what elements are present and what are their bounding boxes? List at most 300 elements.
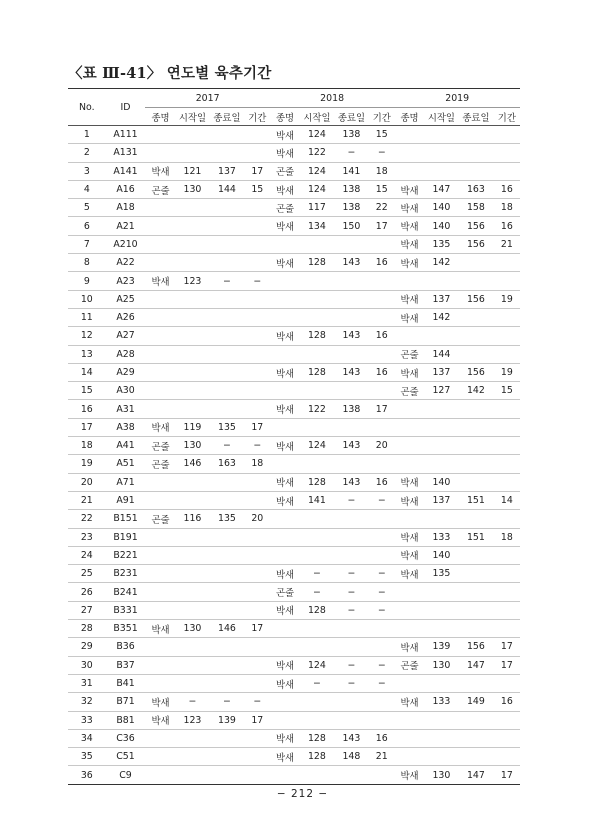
cell-period-2019 <box>494 144 520 162</box>
cell-period-2019 <box>494 473 520 491</box>
cell-start-2018: − <box>300 565 333 583</box>
cell-species-2019 <box>394 455 424 473</box>
cell-period-2017 <box>245 363 270 381</box>
cell-period-2018 <box>369 638 394 656</box>
cell-start-2017: 119 <box>176 418 209 436</box>
table-row <box>68 583 520 601</box>
sub-header-2019-end-day: 종료일 <box>458 108 494 126</box>
cell-species-2018 <box>270 418 300 436</box>
cell-species-2017 <box>145 638 175 656</box>
cell-id: A27 <box>106 327 146 345</box>
cell-id: B151 <box>106 510 146 528</box>
cell-species-2018 <box>270 693 300 711</box>
cell-end-2019 <box>458 473 494 491</box>
cell-start-2019: 144 <box>425 345 458 363</box>
cell-species-2017 <box>145 254 175 272</box>
cell-end-2019 <box>458 437 494 455</box>
cell-end-2019: 156 <box>458 290 494 308</box>
cell-period-2017 <box>245 583 270 601</box>
cell-period-2017: 17 <box>245 162 270 180</box>
cell-id: C51 <box>106 748 146 766</box>
cell-start-2018: − <box>300 674 333 692</box>
cell-period-2019 <box>494 674 520 692</box>
cell-start-2019 <box>425 729 458 747</box>
cell-period-2017: 18 <box>245 455 270 473</box>
cell-no: 34 <box>68 729 106 747</box>
table-row <box>68 601 520 619</box>
cell-start-2019 <box>425 327 458 345</box>
cell-species-2018: 박새 <box>270 126 300 144</box>
cell-species-2018: 박새 <box>270 748 300 766</box>
cell-start-2017 <box>176 729 209 747</box>
cell-start-2019 <box>425 162 458 180</box>
cell-period-2018: 16 <box>369 327 394 345</box>
cell-end-2018 <box>334 510 370 528</box>
cell-start-2017 <box>176 217 209 235</box>
sub-header-2017-species: 종명 <box>145 108 175 126</box>
cell-end-2018 <box>334 272 370 290</box>
cell-no: 32 <box>68 693 106 711</box>
cell-id: C9 <box>106 766 146 784</box>
sub-header-2017-period: 기간 <box>245 108 270 126</box>
cell-period-2018 <box>369 455 394 473</box>
cell-end-2019 <box>458 345 494 363</box>
cell-end-2018: − <box>334 565 370 583</box>
cell-period-2019 <box>494 254 520 272</box>
cell-no: 2 <box>68 144 106 162</box>
cell-species-2017 <box>145 601 175 619</box>
cell-period-2019 <box>494 601 520 619</box>
cell-species-2019 <box>394 729 424 747</box>
cell-end-2018 <box>334 766 370 784</box>
cell-end-2019: 147 <box>458 656 494 674</box>
cell-start-2019: 139 <box>425 638 458 656</box>
cell-id: A26 <box>106 308 146 326</box>
cell-end-2019: 149 <box>458 693 494 711</box>
cell-period-2018: − <box>369 674 394 692</box>
cell-species-2018 <box>270 455 300 473</box>
cell-end-2017: 135 <box>209 510 245 528</box>
cell-period-2017: − <box>245 693 270 711</box>
cell-start-2019: 130 <box>425 656 458 674</box>
cell-start-2018: 124 <box>300 656 333 674</box>
cell-id: A30 <box>106 382 146 400</box>
cell-id: A38 <box>106 418 146 436</box>
cell-start-2017: 121 <box>176 162 209 180</box>
cell-end-2019: 156 <box>458 235 494 253</box>
cell-end-2018: 143 <box>334 473 370 491</box>
cell-species-2018: 곤줄 <box>270 583 300 601</box>
cell-start-2019 <box>425 418 458 436</box>
cell-period-2019: 17 <box>494 766 520 784</box>
cell-end-2019: 151 <box>458 528 494 546</box>
cell-end-2019 <box>458 620 494 638</box>
cell-species-2019 <box>394 748 424 766</box>
cell-period-2018: − <box>369 144 394 162</box>
sub-header-2019-species: 종명 <box>394 108 424 126</box>
table-row <box>68 437 520 455</box>
cell-start-2017 <box>176 363 209 381</box>
sub-header-2018-end-day: 종료일 <box>334 108 370 126</box>
cell-period-2018 <box>369 528 394 546</box>
cell-end-2017: − <box>209 693 245 711</box>
cell-period-2019 <box>494 437 520 455</box>
cell-end-2018: 143 <box>334 327 370 345</box>
cell-species-2017 <box>145 674 175 692</box>
cell-species-2017 <box>145 729 175 747</box>
cell-end-2017 <box>209 638 245 656</box>
cell-start-2017 <box>176 473 209 491</box>
cell-species-2018 <box>270 546 300 564</box>
cell-species-2017 <box>145 528 175 546</box>
cell-species-2019 <box>394 711 424 729</box>
cell-start-2017: 130 <box>176 620 209 638</box>
cell-species-2018: 박새 <box>270 437 300 455</box>
cell-end-2019 <box>458 144 494 162</box>
cell-species-2017 <box>145 400 175 418</box>
cell-end-2018: − <box>334 583 370 601</box>
cell-start-2018 <box>300 418 333 436</box>
cell-id: B191 <box>106 528 146 546</box>
cell-end-2019 <box>458 748 494 766</box>
cell-start-2019 <box>425 583 458 601</box>
cell-end-2017 <box>209 254 245 272</box>
cell-species-2019: 박새 <box>394 235 424 253</box>
cell-species-2018: 곤줄 <box>270 162 300 180</box>
cell-no: 12 <box>68 327 106 345</box>
cell-species-2018 <box>270 308 300 326</box>
cell-period-2018: − <box>369 656 394 674</box>
cell-species-2017: 박새 <box>145 711 175 729</box>
cell-period-2017 <box>245 638 270 656</box>
cell-period-2017: 17 <box>245 711 270 729</box>
cell-species-2018 <box>270 711 300 729</box>
cell-end-2017 <box>209 546 245 564</box>
header-year-2017: 2017 <box>145 89 269 108</box>
cell-end-2018 <box>334 546 370 564</box>
cell-no: 26 <box>68 583 106 601</box>
cell-period-2017 <box>245 565 270 583</box>
cell-period-2018 <box>369 766 394 784</box>
cell-period-2017 <box>245 235 270 253</box>
cell-species-2017 <box>145 199 175 217</box>
cell-species-2018: 박새 <box>270 327 300 345</box>
cell-end-2017 <box>209 144 245 162</box>
cell-period-2018: 15 <box>369 126 394 144</box>
cell-period-2018 <box>369 711 394 729</box>
cell-period-2017 <box>245 254 270 272</box>
cell-end-2017 <box>209 308 245 326</box>
cell-start-2018: 134 <box>300 217 333 235</box>
cell-end-2017: 135 <box>209 418 245 436</box>
table-body <box>68 126 520 785</box>
sub-header-2018-species: 종명 <box>270 108 300 126</box>
cell-period-2019 <box>494 711 520 729</box>
cell-species-2018 <box>270 528 300 546</box>
cell-period-2019 <box>494 583 520 601</box>
cell-start-2019 <box>425 620 458 638</box>
cell-period-2019 <box>494 729 520 747</box>
cell-period-2017 <box>245 473 270 491</box>
cell-start-2018 <box>300 528 333 546</box>
cell-period-2017 <box>245 674 270 692</box>
cell-species-2018 <box>270 272 300 290</box>
cell-period-2018 <box>369 620 394 638</box>
cell-species-2017: 곤줄 <box>145 510 175 528</box>
cell-id: A25 <box>106 290 146 308</box>
cell-end-2017 <box>209 528 245 546</box>
cell-period-2018: 17 <box>369 400 394 418</box>
cell-species-2019 <box>394 510 424 528</box>
cell-start-2018: 141 <box>300 491 333 509</box>
cell-species-2019 <box>394 327 424 345</box>
cell-species-2018 <box>270 290 300 308</box>
table-row <box>68 729 520 747</box>
cell-end-2018: − <box>334 674 370 692</box>
cell-no: 8 <box>68 254 106 272</box>
cell-no: 22 <box>68 510 106 528</box>
cell-species-2019: 박새 <box>394 638 424 656</box>
cell-period-2018: 16 <box>369 254 394 272</box>
cell-period-2018: 16 <box>369 473 394 491</box>
cell-start-2017 <box>176 674 209 692</box>
cell-species-2018: 박새 <box>270 729 300 747</box>
cell-end-2017: 144 <box>209 180 245 198</box>
cell-start-2018: − <box>300 583 333 601</box>
cell-no: 19 <box>68 455 106 473</box>
cell-period-2017 <box>245 217 270 235</box>
table-row <box>68 290 520 308</box>
cell-start-2019 <box>425 748 458 766</box>
cell-end-2018 <box>334 382 370 400</box>
cell-start-2018 <box>300 345 333 363</box>
cell-end-2018: 143 <box>334 437 370 455</box>
cell-species-2017: 곤줄 <box>145 437 175 455</box>
cell-end-2018: − <box>334 144 370 162</box>
cell-species-2019: 박새 <box>394 546 424 564</box>
cell-id: B221 <box>106 546 146 564</box>
cell-species-2017 <box>145 656 175 674</box>
cell-species-2019 <box>394 583 424 601</box>
cell-period-2019 <box>494 400 520 418</box>
cell-period-2018: 17 <box>369 217 394 235</box>
cell-period-2017 <box>245 382 270 400</box>
cell-species-2018 <box>270 638 300 656</box>
cell-start-2019 <box>425 126 458 144</box>
cell-start-2018 <box>300 290 333 308</box>
cell-period-2019: 18 <box>494 528 520 546</box>
cell-end-2017 <box>209 235 245 253</box>
cell-period-2017 <box>245 601 270 619</box>
cell-id: B351 <box>106 620 146 638</box>
cell-no: 31 <box>68 674 106 692</box>
cell-start-2018 <box>300 766 333 784</box>
table-row <box>68 711 520 729</box>
cell-species-2017 <box>145 217 175 235</box>
cell-period-2019: 21 <box>494 235 520 253</box>
cell-period-2019 <box>494 308 520 326</box>
cell-start-2019: 140 <box>425 199 458 217</box>
cell-id: B37 <box>106 656 146 674</box>
cell-period-2019 <box>494 565 520 583</box>
cell-no: 28 <box>68 620 106 638</box>
cell-no: 10 <box>68 290 106 308</box>
cell-no: 13 <box>68 345 106 363</box>
cell-start-2019: 133 <box>425 528 458 546</box>
cell-species-2017: 박새 <box>145 272 175 290</box>
cell-end-2019: 147 <box>458 766 494 784</box>
cell-end-2019: 156 <box>458 638 494 656</box>
cell-end-2017 <box>209 473 245 491</box>
cell-start-2017 <box>176 345 209 363</box>
cell-start-2019 <box>425 674 458 692</box>
cell-start-2018: 124 <box>300 126 333 144</box>
cell-period-2017 <box>245 528 270 546</box>
cell-end-2019 <box>458 546 494 564</box>
cell-period-2017 <box>245 400 270 418</box>
cell-end-2018: − <box>334 491 370 509</box>
cell-end-2018: − <box>334 601 370 619</box>
cell-start-2018: 128 <box>300 601 333 619</box>
table-row <box>68 272 520 290</box>
cell-period-2017 <box>245 126 270 144</box>
header-year-2018: 2018 <box>270 89 394 108</box>
cell-period-2018: − <box>369 601 394 619</box>
table-row <box>68 144 520 162</box>
cell-start-2017: 116 <box>176 510 209 528</box>
cell-species-2019: 박새 <box>394 363 424 381</box>
table-row <box>68 565 520 583</box>
cell-period-2017: 20 <box>245 510 270 528</box>
cell-species-2017 <box>145 126 175 144</box>
cell-period-2019: 16 <box>494 693 520 711</box>
cell-start-2018 <box>300 382 333 400</box>
cell-period-2018: − <box>369 491 394 509</box>
table-row <box>68 235 520 253</box>
cell-species-2019: 박새 <box>394 766 424 784</box>
cell-end-2017 <box>209 491 245 509</box>
cell-species-2017 <box>145 766 175 784</box>
cell-end-2019 <box>458 583 494 601</box>
cell-species-2018: 곤줄 <box>270 199 300 217</box>
cell-id: A91 <box>106 491 146 509</box>
sub-header-2019-start-day: 시작일 <box>425 108 458 126</box>
cell-end-2018: − <box>334 656 370 674</box>
cell-species-2018 <box>270 766 300 784</box>
cell-start-2017 <box>176 546 209 564</box>
cell-end-2017 <box>209 674 245 692</box>
cell-no: 9 <box>68 272 106 290</box>
cell-end-2018: 138 <box>334 400 370 418</box>
cell-end-2018: 148 <box>334 748 370 766</box>
cell-start-2019: 133 <box>425 693 458 711</box>
cell-start-2017 <box>176 327 209 345</box>
cell-no: 21 <box>68 491 106 509</box>
cell-period-2019 <box>494 455 520 473</box>
cell-end-2018 <box>334 455 370 473</box>
cell-species-2017 <box>145 327 175 345</box>
cell-species-2018 <box>270 510 300 528</box>
cell-id: A71 <box>106 473 146 491</box>
cell-species-2017: 곤줄 <box>145 455 175 473</box>
cell-species-2017 <box>145 308 175 326</box>
cell-start-2018: 128 <box>300 363 333 381</box>
cell-period-2017: 17 <box>245 620 270 638</box>
table-row <box>68 254 520 272</box>
cell-period-2017 <box>245 290 270 308</box>
cell-period-2019: 17 <box>494 638 520 656</box>
cell-id: A51 <box>106 455 146 473</box>
cell-end-2019 <box>458 565 494 583</box>
cell-start-2019 <box>425 272 458 290</box>
cell-species-2018 <box>270 345 300 363</box>
cell-species-2017 <box>145 144 175 162</box>
cell-start-2017: 146 <box>176 455 209 473</box>
cell-species-2018: 박새 <box>270 491 300 509</box>
cell-period-2019 <box>494 162 520 180</box>
cell-end-2018: 138 <box>334 199 370 217</box>
cell-start-2018 <box>300 455 333 473</box>
cell-species-2019: 박새 <box>394 491 424 509</box>
table-row <box>68 162 520 180</box>
cell-species-2018: 박새 <box>270 363 300 381</box>
sub-header-2018-start-day: 시작일 <box>300 108 333 126</box>
cell-species-2019 <box>394 400 424 418</box>
cell-no: 11 <box>68 308 106 326</box>
cell-end-2017: − <box>209 272 245 290</box>
cell-start-2017 <box>176 601 209 619</box>
cell-start-2019: 142 <box>425 254 458 272</box>
table-row <box>68 418 520 436</box>
table-row <box>68 546 520 564</box>
cell-id: A41 <box>106 437 146 455</box>
cell-start-2019 <box>425 144 458 162</box>
cell-end-2019 <box>458 711 494 729</box>
cell-id: B231 <box>106 565 146 583</box>
cell-period-2019: 18 <box>494 199 520 217</box>
cell-end-2019 <box>458 126 494 144</box>
cell-start-2017 <box>176 565 209 583</box>
cell-species-2019 <box>394 162 424 180</box>
cell-period-2018 <box>369 345 394 363</box>
cell-end-2017 <box>209 729 245 747</box>
cell-start-2017 <box>176 199 209 217</box>
table-row <box>68 345 520 363</box>
cell-start-2018: 122 <box>300 400 333 418</box>
table-row <box>68 382 520 400</box>
cell-end-2017 <box>209 565 245 583</box>
cell-end-2019 <box>458 254 494 272</box>
cell-end-2017 <box>209 126 245 144</box>
cell-no: 29 <box>68 638 106 656</box>
cell-species-2017 <box>145 748 175 766</box>
cell-end-2019 <box>458 272 494 290</box>
cell-end-2019: 151 <box>458 491 494 509</box>
cell-end-2019: 156 <box>458 363 494 381</box>
cell-no: 30 <box>68 656 106 674</box>
cell-species-2019: 박새 <box>394 199 424 217</box>
table-row <box>68 748 520 766</box>
cell-start-2019 <box>425 437 458 455</box>
cell-id: B81 <box>106 711 146 729</box>
table-row <box>68 363 520 381</box>
cell-id: A22 <box>106 254 146 272</box>
cell-species-2018: 박새 <box>270 473 300 491</box>
cell-end-2018 <box>334 711 370 729</box>
cell-end-2017 <box>209 583 245 601</box>
cell-id: A210 <box>106 235 146 253</box>
cell-end-2019: 156 <box>458 217 494 235</box>
